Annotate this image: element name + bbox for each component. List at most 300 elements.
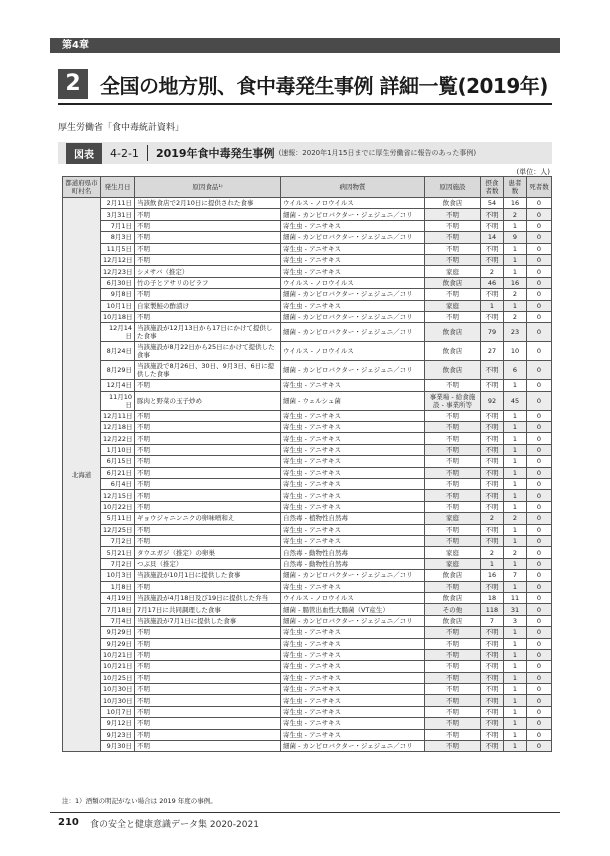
food-cell: 不明 xyxy=(135,422,281,433)
eaters-cell: 27 xyxy=(481,342,504,361)
eaters-cell: 不明 xyxy=(481,706,504,717)
patients-cell: 2 xyxy=(504,513,527,524)
agent-cell: 寄生虫 - アニサキス xyxy=(281,672,425,683)
facility-cell: 不明 xyxy=(425,729,481,740)
deaths-cell: 0 xyxy=(527,243,552,254)
facility-cell: 飲食店 xyxy=(425,323,481,342)
food-cell: 当該施設が4月18日及び19日に提供した弁当 xyxy=(135,592,281,603)
patients-cell: 1 xyxy=(504,243,527,254)
facility-cell: 家庭 xyxy=(425,300,481,311)
patients-cell: 1 xyxy=(504,433,527,444)
agent-cell: 寄生虫 - アニサキス xyxy=(281,638,425,649)
deaths-cell: 0 xyxy=(527,718,552,729)
food-cell: 不明 xyxy=(135,501,281,512)
food-cell: ギョウジャニンニクの卵味噌和え xyxy=(135,513,281,524)
deaths-cell: 0 xyxy=(527,513,552,524)
date-cell: 8月24日 xyxy=(101,342,135,361)
table-row xyxy=(63,444,552,455)
date-cell: 10月1日 xyxy=(101,300,135,311)
patients-cell: 1 xyxy=(504,501,527,512)
facility-cell: 飲食店 xyxy=(425,277,481,288)
patients-cell: 2 xyxy=(504,289,527,300)
date-cell: 7月18日 xyxy=(101,604,135,615)
food-cell: タウエガジ（推定）の卵巣 xyxy=(135,547,281,558)
eaters-cell: 不明 xyxy=(481,243,504,254)
patients-cell: 1 xyxy=(504,661,527,672)
eaters-cell: 不明 xyxy=(481,535,504,546)
agent-cell: 細菌 - カンピロバクター・ジェジュニ／コリ xyxy=(281,615,425,626)
date-cell: 1月8日 xyxy=(101,581,135,592)
food-cell: 不明 xyxy=(135,433,281,444)
date-cell: 10月21日 xyxy=(101,649,135,660)
facility-cell: 不明 xyxy=(425,410,481,421)
date-cell: 10月18日 xyxy=(101,311,135,322)
date-cell: 11月5日 xyxy=(101,243,135,254)
col-header-eaters: 摂食者数 xyxy=(481,177,504,198)
food-cell: 当該施設が10月1日に提供した食事 xyxy=(135,570,281,581)
eaters-cell: 不明 xyxy=(481,380,504,391)
patients-cell: 11 xyxy=(504,592,527,603)
table-row xyxy=(63,209,552,220)
table-row xyxy=(63,706,552,717)
col-header-facility: 原因施設 xyxy=(425,177,481,198)
patients-cell: 23 xyxy=(504,323,527,342)
patients-cell: 1 xyxy=(504,627,527,638)
date-cell: 10月30日 xyxy=(101,684,135,695)
eaters-cell: 不明 xyxy=(481,254,504,265)
deaths-cell: 0 xyxy=(527,380,552,391)
agent-cell: 寄生虫 - アニサキス xyxy=(281,243,425,254)
deaths-cell: 0 xyxy=(527,220,552,231)
eaters-cell: 118 xyxy=(481,604,504,615)
agent-cell: 寄生虫 - アニサキス xyxy=(281,467,425,478)
table-row xyxy=(63,342,552,361)
food-cell: 当該施設が7月1日に提供した食事 xyxy=(135,615,281,626)
eaters-cell: 不明 xyxy=(481,311,504,322)
agent-cell: 細菌 - カンピロバクター・ジェジュニ／コリ xyxy=(281,323,425,342)
deaths-cell: 0 xyxy=(527,501,552,512)
date-cell: 8月29日 xyxy=(101,361,135,380)
food-cell: 不明 xyxy=(135,718,281,729)
facility-cell: 不明 xyxy=(425,741,481,752)
eaters-cell: 不明 xyxy=(481,490,504,501)
deaths-cell: 0 xyxy=(527,547,552,558)
food-cell: 不明 xyxy=(135,649,281,660)
patients-cell: 1 xyxy=(504,718,527,729)
deaths-cell: 0 xyxy=(527,311,552,322)
eaters-cell: 46 xyxy=(481,277,504,288)
deaths-cell: 0 xyxy=(527,209,552,220)
food-cell: 不明 xyxy=(135,672,281,683)
patients-cell: 9 xyxy=(504,232,527,243)
deaths-cell: 0 xyxy=(527,672,552,683)
agent-cell: 寄生虫 - アニサキス xyxy=(281,535,425,546)
facility-cell: 不明 xyxy=(425,479,481,490)
col-header-deaths: 死者数 xyxy=(527,177,552,198)
patients-cell: 1 xyxy=(504,422,527,433)
facility-cell: 不明 xyxy=(425,380,481,391)
food-cell: 不明 xyxy=(135,706,281,717)
facility-cell: 飲食店 xyxy=(425,592,481,603)
source-text: 厚生労働省「食中毒統計資料」 xyxy=(58,123,185,133)
table-row xyxy=(63,615,552,626)
patients-cell: 1 xyxy=(504,638,527,649)
patients-cell: 6 xyxy=(504,361,527,380)
table-row xyxy=(63,243,552,254)
agent-cell: 自然毒 - 動物性自然毒 xyxy=(281,547,425,558)
table-row xyxy=(63,391,552,410)
eaters-cell: 不明 xyxy=(481,581,504,592)
date-cell: 10月22日 xyxy=(101,501,135,512)
eaters-cell: 不明 xyxy=(481,741,504,752)
figure-badge: 図表 xyxy=(66,143,102,164)
facility-cell: 不明 xyxy=(425,695,481,706)
deaths-cell: 0 xyxy=(527,198,552,209)
patients-cell: 1 xyxy=(504,558,527,569)
eaters-cell: 不明 xyxy=(481,627,504,638)
date-cell: 2月11日 xyxy=(101,198,135,209)
agent-cell: 寄生虫 - アニサキス xyxy=(281,433,425,444)
agent-cell: 寄生虫 - アニサキス xyxy=(281,718,425,729)
facility-cell: 飲食店 xyxy=(425,615,481,626)
table-row xyxy=(63,547,552,558)
figure-title: 2019年食中毒発生事例 xyxy=(155,147,275,160)
date-cell: 3月31日 xyxy=(101,209,135,220)
agent-cell: 寄生虫 - アニサキス xyxy=(281,456,425,467)
food-cell: 竹の子とアサリのピラフ xyxy=(135,277,281,288)
deaths-cell: 0 xyxy=(527,627,552,638)
col-header-agent: 病因物質 xyxy=(281,177,425,198)
facility-cell: 不明 xyxy=(425,672,481,683)
patients-cell: 7 xyxy=(504,570,527,581)
patients-cell: 2 xyxy=(504,311,527,322)
food-cell: 不明 xyxy=(135,410,281,421)
food-cell: 不明 xyxy=(135,581,281,592)
title-rule xyxy=(58,103,552,105)
book-title: 食の安全と健康意識データ集 2020-2021 xyxy=(90,820,259,830)
date-cell: 6月21日 xyxy=(101,467,135,478)
deaths-cell: 0 xyxy=(527,695,552,706)
agent-cell: 寄生虫 - アニサキス xyxy=(281,490,425,501)
table-row xyxy=(63,524,552,535)
food-cell: 当該施設が12月13日から17日にかけて提供した食事 xyxy=(135,323,281,342)
table-row xyxy=(63,361,552,380)
table-row xyxy=(63,501,552,512)
deaths-cell: 0 xyxy=(527,361,552,380)
date-cell: 7月1日 xyxy=(101,220,135,231)
table-row xyxy=(63,433,552,444)
deaths-cell: 0 xyxy=(527,300,552,311)
date-cell: 5月21日 xyxy=(101,547,135,558)
date-cell: 9月30日 xyxy=(101,741,135,752)
table-header-row xyxy=(63,177,552,198)
facility-cell: その他 xyxy=(425,604,481,615)
deaths-cell: 0 xyxy=(527,558,552,569)
food-cell: 不明 xyxy=(135,456,281,467)
agent-cell: 寄生虫 - アニサキス xyxy=(281,479,425,490)
food-cell: 不明 xyxy=(135,380,281,391)
eaters-cell: 不明 xyxy=(481,661,504,672)
facility-cell: 飲食店 xyxy=(425,570,481,581)
facility-cell: 不明 xyxy=(425,289,481,300)
deaths-cell: 0 xyxy=(527,479,552,490)
patients-cell: 31 xyxy=(504,604,527,615)
eaters-cell: 14 xyxy=(481,232,504,243)
food-cell: 不明 xyxy=(135,741,281,752)
facility-cell: 不明 xyxy=(425,232,481,243)
eaters-cell: 不明 xyxy=(481,456,504,467)
agent-cell: 細菌 - カンピロバクター・ジェジュニ／コリ xyxy=(281,361,425,380)
table-row xyxy=(63,638,552,649)
agent-cell: ウイルス - ノロウイルス xyxy=(281,592,425,603)
agent-cell: 細菌 - 腸管出血性大腸菌（VT産生） xyxy=(281,604,425,615)
table-row xyxy=(63,672,552,683)
facility-cell: 不明 xyxy=(425,661,481,672)
facility-cell: 家庭 xyxy=(425,513,481,524)
agent-cell: 寄生虫 - アニサキス xyxy=(281,524,425,535)
eaters-cell: 7 xyxy=(481,615,504,626)
facility-cell: 不明 xyxy=(425,467,481,478)
table-row xyxy=(63,570,552,581)
deaths-cell: 0 xyxy=(527,741,552,752)
food-cell: 不明 xyxy=(135,695,281,706)
eaters-cell: 1 xyxy=(481,558,504,569)
prefecture-cell: 北海道 xyxy=(63,198,101,752)
agent-cell: 細菌 - カンピロバクター・ジェジュニ／コリ xyxy=(281,311,425,322)
patients-cell: 1 xyxy=(504,524,527,535)
eaters-cell: 不明 xyxy=(481,638,504,649)
agent-cell: 自然毒 - 植物性自然毒 xyxy=(281,513,425,524)
deaths-cell: 0 xyxy=(527,615,552,626)
patients-cell: 3 xyxy=(504,615,527,626)
eaters-cell: 18 xyxy=(481,592,504,603)
date-cell: 11月10日 xyxy=(101,391,135,410)
agent-cell: 寄生虫 - アニサキス xyxy=(281,627,425,638)
agent-cell: 細菌 - ウェルシュ菌 xyxy=(281,391,425,410)
agent-cell: 寄生虫 - アニサキス xyxy=(281,581,425,592)
date-cell: 10月30日 xyxy=(101,695,135,706)
food-cell: 不明 xyxy=(135,254,281,265)
agent-cell: 細菌 - カンピロバクター・ジェジュニ／コリ xyxy=(281,232,425,243)
food-cell: 自家製鮭の酢漬け xyxy=(135,300,281,311)
deaths-cell: 0 xyxy=(527,444,552,455)
eaters-cell: 不明 xyxy=(481,684,504,695)
deaths-cell: 0 xyxy=(527,684,552,695)
agent-cell: 寄生虫 - アニサキス xyxy=(281,410,425,421)
date-cell: 7月2日 xyxy=(101,535,135,546)
patients-cell: 1 xyxy=(504,266,527,277)
patients-cell: 1 xyxy=(504,410,527,421)
table-row xyxy=(63,456,552,467)
date-cell: 12月25日 xyxy=(101,524,135,535)
deaths-cell: 0 xyxy=(527,277,552,288)
table-row xyxy=(63,535,552,546)
eaters-cell: 不明 xyxy=(481,209,504,220)
agent-cell: 寄生虫 - アニサキス xyxy=(281,380,425,391)
food-cell: 不明 xyxy=(135,661,281,672)
eaters-cell: 1 xyxy=(481,300,504,311)
eaters-cell: 不明 xyxy=(481,501,504,512)
agent-cell: 寄生虫 - アニサキス xyxy=(281,706,425,717)
patients-cell: 45 xyxy=(504,391,527,410)
facility-cell: 不明 xyxy=(425,684,481,695)
agent-cell: 寄生虫 - アニサキス xyxy=(281,266,425,277)
food-cell: 不明 xyxy=(135,535,281,546)
eaters-cell: 不明 xyxy=(481,479,504,490)
patients-cell: 10 xyxy=(504,342,527,361)
table-row xyxy=(63,592,552,603)
agent-cell: 細菌 - カンピロバクター・ジェジュニ／コリ xyxy=(281,289,425,300)
food-cell: 当該施設が8月22日から25日にかけて提供した食事 xyxy=(135,342,281,361)
figure-caption-bar xyxy=(58,142,552,164)
page-rule xyxy=(50,812,560,813)
page-number: 210 xyxy=(58,817,79,828)
facility-cell: 家庭 xyxy=(425,558,481,569)
facility-cell: 不明 xyxy=(425,209,481,220)
date-cell: 8月3日 xyxy=(101,232,135,243)
agent-cell: 細菌 - カンピロバクター・ジェジュニ／コリ xyxy=(281,741,425,752)
deaths-cell: 0 xyxy=(527,638,552,649)
deaths-cell: 0 xyxy=(527,422,552,433)
eaters-cell: 不明 xyxy=(481,444,504,455)
date-cell: 10月7日 xyxy=(101,706,135,717)
facility-cell: 不明 xyxy=(425,433,481,444)
table-row xyxy=(63,300,552,311)
agent-cell: 寄生虫 - アニサキス xyxy=(281,649,425,660)
deaths-cell: 0 xyxy=(527,289,552,300)
agent-cell: ウイルス - ノロウイルス xyxy=(281,198,425,209)
patients-cell: 1 xyxy=(504,467,527,478)
eaters-cell: 54 xyxy=(481,198,504,209)
footnote: 注：1）酒類の明記がない場合は 2019 年度の事例。 xyxy=(62,797,217,805)
food-cell: 不明 xyxy=(135,479,281,490)
table-row xyxy=(63,277,552,288)
date-cell: 12月4日 xyxy=(101,380,135,391)
agent-cell: 細菌 - カンピロバクター・ジェジュニ／コリ xyxy=(281,209,425,220)
facility-cell: 不明 xyxy=(425,254,481,265)
food-cell: 不明 xyxy=(135,490,281,501)
agent-cell: 寄生虫 - アニサキス xyxy=(281,254,425,265)
section-title: 全国の地方別、食中毒発生事例 詳細一覧(2019年) xyxy=(100,73,548,98)
date-cell: 10月3日 xyxy=(101,570,135,581)
table-row xyxy=(63,467,552,478)
agent-cell: ウイルス - ノロウイルス xyxy=(281,277,425,288)
facility-cell: 家庭 xyxy=(425,266,481,277)
patients-cell: 1 xyxy=(504,254,527,265)
facility-cell: 飲食店 xyxy=(425,198,481,209)
food-cell: 不明 xyxy=(135,209,281,220)
deaths-cell: 0 xyxy=(527,661,552,672)
table-row xyxy=(63,254,552,265)
date-cell: 10月21日 xyxy=(101,661,135,672)
food-cell: 当該施設で8月26日、30日、9月3日、6日に提供した食事 xyxy=(135,361,281,380)
table-row xyxy=(63,741,552,752)
deaths-cell: 0 xyxy=(527,456,552,467)
table-row xyxy=(63,266,552,277)
food-cell: 不明 xyxy=(135,311,281,322)
eaters-cell: 2 xyxy=(481,266,504,277)
eaters-cell: 92 xyxy=(481,391,504,410)
date-cell: 5月11日 xyxy=(101,513,135,524)
eaters-cell: 不明 xyxy=(481,410,504,421)
table-row xyxy=(63,718,552,729)
food-cell: 不明 xyxy=(135,220,281,231)
facility-cell: 不明 xyxy=(425,627,481,638)
deaths-cell: 0 xyxy=(527,706,552,717)
deaths-cell: 0 xyxy=(527,649,552,660)
table-row xyxy=(63,684,552,695)
figure-number: 4-2-1 xyxy=(110,146,139,160)
deaths-cell: 0 xyxy=(527,524,552,535)
table-row xyxy=(63,490,552,501)
figure-note: (速報：2020年1月15日までに厚生労働省に報告のあった事例) xyxy=(278,149,477,157)
patients-cell: 1 xyxy=(504,581,527,592)
date-cell: 7月2日 xyxy=(101,558,135,569)
agent-cell: 寄生虫 - アニサキス xyxy=(281,684,425,695)
eaters-cell: 不明 xyxy=(481,729,504,740)
facility-cell: 家庭 xyxy=(425,547,481,558)
deaths-cell: 0 xyxy=(527,266,552,277)
deaths-cell: 0 xyxy=(527,342,552,361)
unit-label: (単位：人) xyxy=(516,168,550,176)
table-row xyxy=(63,323,552,342)
eaters-cell: 不明 xyxy=(481,649,504,660)
patients-cell: 1 xyxy=(504,220,527,231)
eaters-cell: 不明 xyxy=(481,672,504,683)
figure-separator xyxy=(147,145,148,161)
food-cell: 不明 xyxy=(135,638,281,649)
deaths-cell: 0 xyxy=(527,467,552,478)
col-header-date: 発生月日 xyxy=(101,177,135,198)
food-cell: 7月17日に共同調理した食事 xyxy=(135,604,281,615)
table-row xyxy=(63,661,552,672)
eaters-cell: 不明 xyxy=(481,220,504,231)
facility-cell: 不明 xyxy=(425,422,481,433)
patients-cell: 1 xyxy=(504,300,527,311)
eaters-cell: 不明 xyxy=(481,718,504,729)
deaths-cell: 0 xyxy=(527,410,552,421)
table-row xyxy=(63,581,552,592)
agent-cell: 寄生虫 - アニサキス xyxy=(281,220,425,231)
deaths-cell: 0 xyxy=(527,729,552,740)
date-cell: 9月29日 xyxy=(101,638,135,649)
eaters-cell: 2 xyxy=(481,513,504,524)
deaths-cell: 0 xyxy=(527,570,552,581)
deaths-cell: 0 xyxy=(527,604,552,615)
food-cell: 不明 xyxy=(135,289,281,300)
food-cell: 不明 xyxy=(135,232,281,243)
date-cell: 7月4日 xyxy=(101,615,135,626)
agent-cell: 細菌 - カンピロバクター・ジェジュニ／コリ xyxy=(281,570,425,581)
facility-cell: 不明 xyxy=(425,649,481,660)
table-row xyxy=(63,479,552,490)
table-row xyxy=(63,380,552,391)
eaters-cell: 不明 xyxy=(481,524,504,535)
table-row xyxy=(63,198,552,209)
table-row xyxy=(63,649,552,660)
facility-cell: 不明 xyxy=(425,718,481,729)
chapter-tab: 第4章 xyxy=(50,38,560,53)
date-cell: 6月4日 xyxy=(101,479,135,490)
eaters-cell: 79 xyxy=(481,323,504,342)
outbreak-table xyxy=(62,176,552,752)
section-header xyxy=(58,66,558,102)
patients-cell: 16 xyxy=(504,198,527,209)
eaters-cell: 不明 xyxy=(481,433,504,444)
food-cell: 豚肉と野菜の玉子炒め xyxy=(135,391,281,410)
date-cell: 4月19日 xyxy=(101,592,135,603)
patients-cell: 1 xyxy=(504,479,527,490)
